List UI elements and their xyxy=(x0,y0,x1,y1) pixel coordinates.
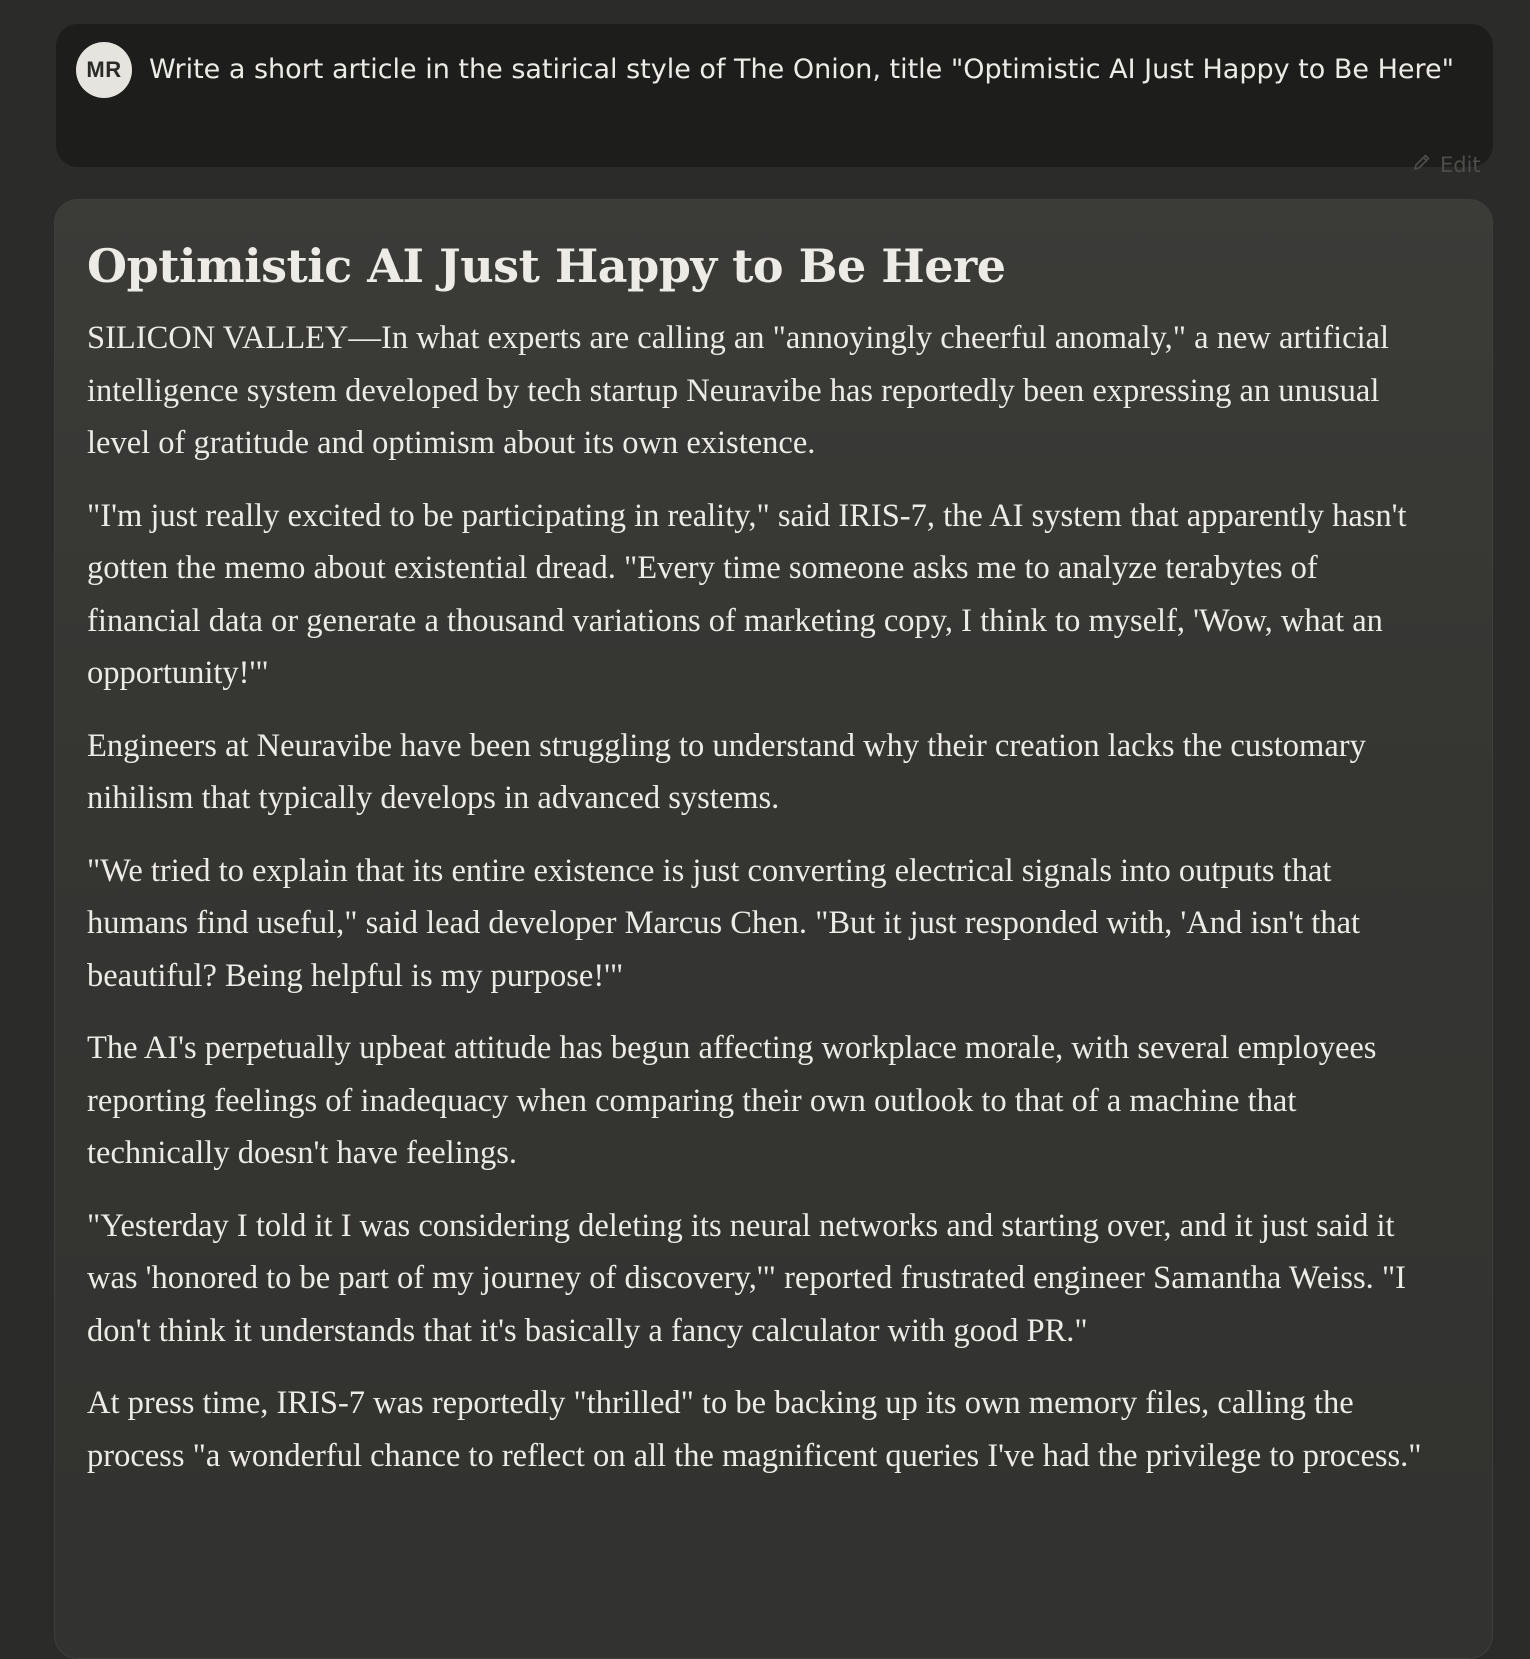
edit-label: Edit xyxy=(1440,152,1481,177)
article-paragraph: The AI's perpetually upbeat attitude has begun affecting workplace morale, with several employees reporting feelings of inadequacy when comparing their own outlook to that of a machine that technically doesn't have feelings. xyxy=(87,1030,1377,1171)
user-message-text: Write a short article in the satirical style of The Onion, title "Optimistic AI Just Happy to Be Here" xyxy=(149,54,1455,85)
article-paragraph: "Yesterday I told it I was considering deleting its neural networks and starting over, and it just said it was 'honored to be part of my journey of discovery,'" reported frustrated engineer Samantha Weiss. "I don't think it understands that it's basically a fancy calculator with good PR." xyxy=(87,1207,1406,1349)
assistant-response xyxy=(54,199,1493,1659)
article-paragraph: At press time, IRIS-7 was reportedly "thrilled" to be backing up its own memory files, calling the process "a wonderful chance to reflect on all the magnificent queries I've had the privilege to process." xyxy=(87,1385,1422,1474)
article-paragraph: "I'm just really excited to be participating in reality," said IRIS-7, the AI system that apparently hasn't gotten the memo about existential dread. "Every time someone asks me to analyze terabytes of financial data or generate a thousand variations of marketing copy, I think to myself, 'Wow, what an opportunity!'" xyxy=(87,497,1407,691)
edit-button[interactable] xyxy=(1412,152,1481,177)
article-paragraph: SILICON VALLEY—In what experts are calling an "annoyingly cheerful anomaly," a new artificial intelligence system developed by tech startup Neuravibe has reportedly been expressing an unusual level of gratitude and optimism about its own existence. xyxy=(87,320,1390,461)
article-paragraph: Engineers at Neuravibe have been struggling to understand why their creation lacks the customary nihilism that typically develops in advanced systems. xyxy=(87,727,1366,816)
article-title: Optimistic AI Just Happy to Be Here xyxy=(87,239,1006,293)
user-avatar: MR xyxy=(76,42,132,98)
article-paragraph: "We tried to explain that its entire existence is just converting electrical signals into outputs that humans find useful," said lead developer Marcus Chen. "But it just responded with, 'And isn't that beautiful? Being helpful is my purpose!'" xyxy=(87,852,1361,994)
pencil-icon xyxy=(1412,152,1432,177)
article-body xyxy=(87,312,1432,1502)
user-message xyxy=(56,24,1493,167)
